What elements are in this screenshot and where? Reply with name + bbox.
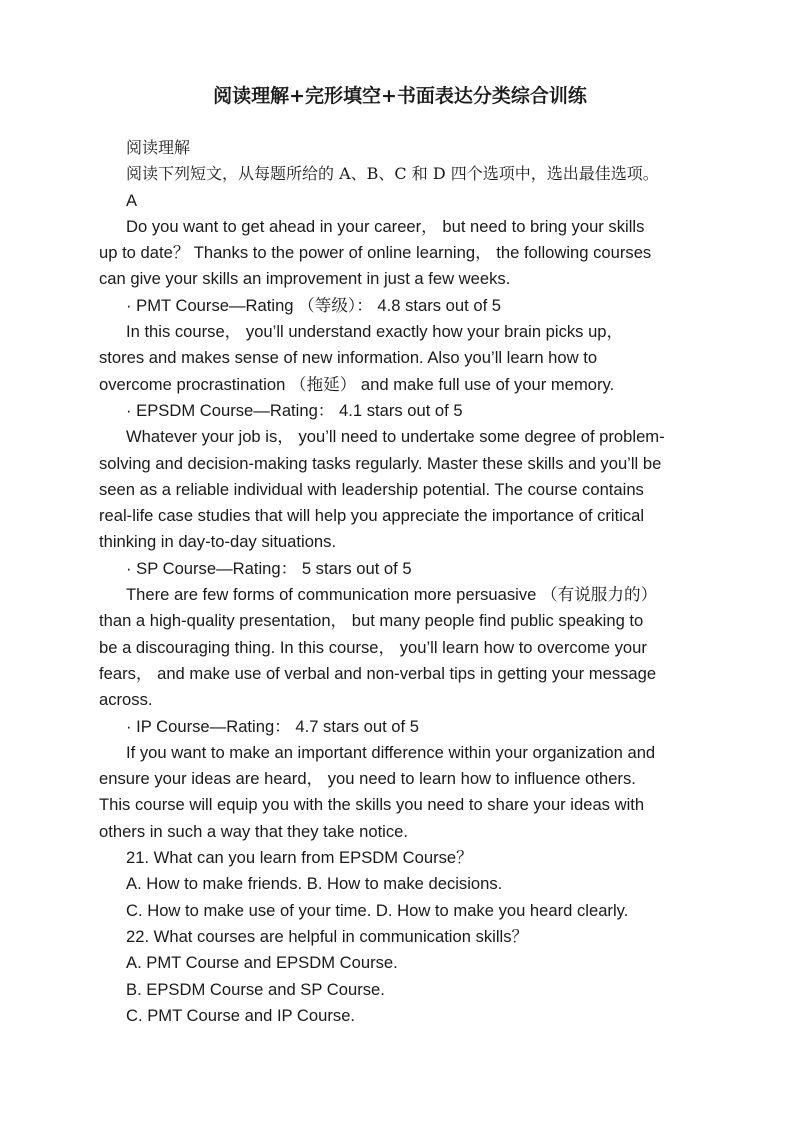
paragraph-line: This course will equip you with the skills you need to share your ideas with <box>99 795 645 815</box>
paragraph-line: up to date？ Thanks to the power of online learning， the following courses <box>99 243 652 263</box>
paragraph-line: stores and makes sense of new information. Also you’ll learn how to <box>99 348 598 368</box>
document-body <box>99 135 704 1029</box>
question-22-option-a: A. PMT Course and EPSDM Course. <box>126 953 398 973</box>
question-22: 22. What courses are helpful in communication skills？ <box>126 926 529 946</box>
paragraph-line: solving and decision-making tasks regularly. Master these skills and you’ll be <box>99 453 662 473</box>
question-21-options: C. How to make use of your time. D. How to make you heard clearly. <box>126 900 629 920</box>
paragraph-line: real-life case studies that will help you appreciate the importance of critical <box>99 506 645 526</box>
question-21-options: A. How to make friends. B. How to make decisions. <box>126 874 503 894</box>
paragraph-line: In this course， you’ll understand exactly how your brain picks up， <box>126 322 624 342</box>
paragraph-line: Do you want to get ahead in your career， but need to bring your skills <box>126 216 645 236</box>
paragraph-line: seen as a reliable individual with leadership potential. The course contains <box>99 479 644 499</box>
paragraph-line: than a high-quality presentation， but many people find public speaking to <box>99 611 644 631</box>
paragraph-line: If you want to make an important difference within your organization and <box>126 742 656 762</box>
question-21: 21. What can you learn from EPSDM Course？ <box>126 848 473 868</box>
passage-label: A <box>126 190 138 210</box>
question-22-option-b: B. EPSDM Course and SP Course. <box>126 979 385 999</box>
paragraph-line: ensure your ideas are heard， you need to learn how to influence others. <box>99 769 636 789</box>
paragraph-line: across. <box>99 690 153 710</box>
paragraph-line: can give your skills an improvement in just a few weeks. <box>99 269 511 289</box>
course-heading-ip: · IP Course—Rating： 4.7 stars out of 5 <box>126 716 419 736</box>
paragraph-line: thinking in day-to-day situations. <box>99 532 337 552</box>
paragraph-line: be a discouraging thing. In this course， you’ll learn how to overcome your <box>99 637 647 657</box>
question-22-option-c: C. PMT Course and IP Course. <box>126 1005 356 1025</box>
course-heading-sp: · SP Course—Rating： 5 stars out of 5 <box>126 558 412 578</box>
instructions: 阅读下列短文，从每题所给的 A、B、C 和 D 四个选项中，选出最佳选项。 <box>126 164 659 184</box>
course-heading-epsdm: · EPSDM Course—Rating： 4.1 stars out of 5 <box>126 400 463 420</box>
paragraph-line: Whatever your job is， you’ll need to undertake some degree of problem- <box>126 427 665 447</box>
page-title: 阅读理解+完形填空+书面表达分类综合训练 <box>213 85 587 107</box>
paragraph-line: fears， and make use of verbal and non-verbal tips in getting your message <box>99 663 657 683</box>
paragraph-line: others in such a way that they take notice. <box>99 821 409 841</box>
paragraph-line: There are few forms of communication more persuasive （有说服力的） <box>126 585 658 605</box>
paragraph-line: overcome procrastination （拖延） and make full use of your memory. <box>99 374 615 394</box>
course-heading-pmt: · PMT Course—Rating （等级）： 4.8 stars out of 5 <box>126 295 502 315</box>
section-heading: 阅读理解 <box>126 138 191 157</box>
